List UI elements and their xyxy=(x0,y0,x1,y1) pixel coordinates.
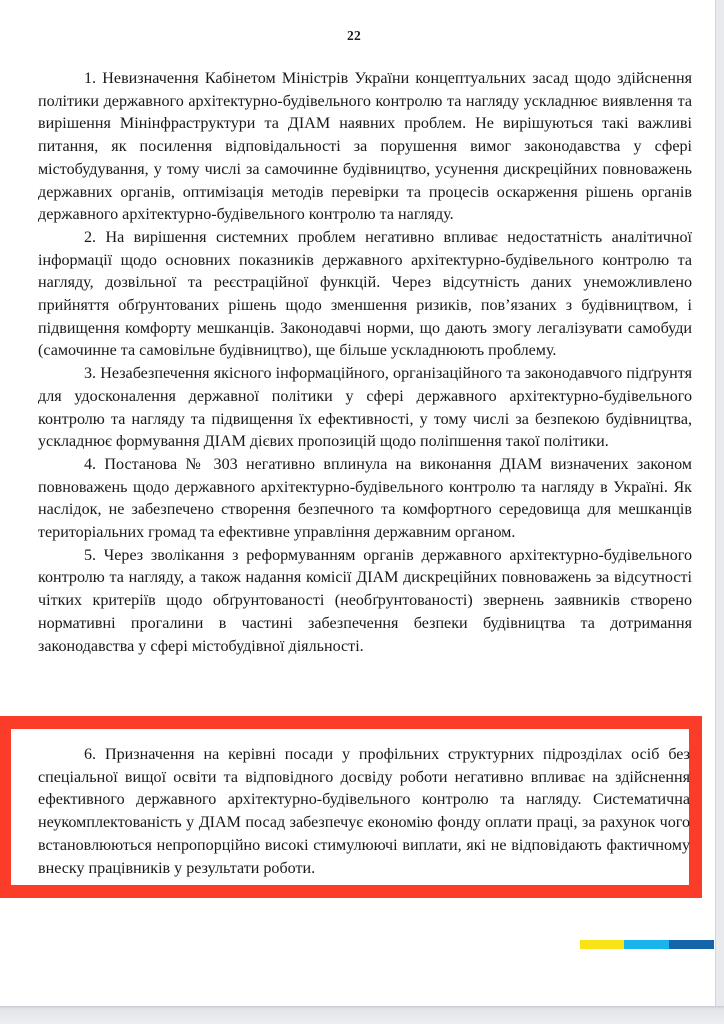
paragraph-3: 3. Незабезпечення якісного інформаційного, організаційного та законодавчого підґрунтя для удосконалення державної політики у сфері державного архітектурно-будівельного контролю та нагляду та підвищення їх ефективності, у тому числі за безпекою будівництва, ускладнює формування ДІАМ дієвих пропозицій щодо поліпшення такої політики. xyxy=(38,365,692,451)
paragraph-4: 4. Постанова № 303 негативно вплинула на виконання ДІАМ визначених законом повноважень щодо державного архітектурно-будівельного контролю та нагляду в Україні. Як наслідок, не забезпечено створення безпечного та комфортного середовища для мешканців територіальних громад та ефективне управління державним органом. xyxy=(38,455,692,542)
paragraph-2: 2. На вирішення системних проблем негативно впливає недостатність аналітичної інформації щодо основних показників державного архітектурно-будівельного контролю та нагляду, дозвільної та реєстраційної функцій. Через відсутність даних унеможливлено прийняття обґрунтованих рішень щодо зменшення ризиків, пов’язаних з будівництвом, і підвищення комфорту мешканців. Законодавчі норми, що дають змогу легалізувати самобуди (самочинне та самовільне будівництво), ще більше ускладнюють проблему. xyxy=(38,228,692,360)
paragraph-5: 5. Через зволікання з реформуванням органів державного архітектурно-будівельного контролю та нагляду, а також надання комісії ДІАМ дискреційних повноважень за відсутності чітких критеріїв щодо обґрунтованості (необґрунтованості) звернень заявників створено нормативні прогалини в частині забезпечення безпеки будівництва та дотримання законодавства у сфері містобудівної діяльності. xyxy=(38,546,692,655)
page-number: 22 xyxy=(346,28,362,43)
viewer-bottom-strip xyxy=(0,1006,724,1024)
paragraph-6: 6. Призначення на керівні посади у профільних структурних підрозділах осіб без спеціальної вищої освіти та відповідного досвіду роботи негативно впливає на здійснення ефективного державного архітектурно-будівельного контролю та нагляду. Систематична неукомплектованість у ДІАМ посад забезпечує економію фонду оплати праці, за рахунок чого встановлюються непропорційно високі стимулюючі виплати, які не відповідають фактичному внеску працівників у результати роботи. xyxy=(38,746,690,877)
accent-bar xyxy=(580,940,714,949)
accent-bar-light-blue-segment xyxy=(624,940,669,949)
accent-bar-dark-blue-segment xyxy=(669,940,714,949)
document-body xyxy=(38,68,692,658)
highlighted-paragraph xyxy=(38,744,690,880)
accent-bar-yellow-segment xyxy=(580,940,624,949)
paragraph-1: 1. Невизначення Кабінетом Міністрів України концептуальних засад щодо здійснення політики державного архітектурно-будівельного контролю та нагляду ускладнює виявлення та вирішення Мінінфраструктури та ДІАМ наявних проблем. Не вирішуються такі важливі питання, як посилення відповідальності за порушення вимог законодавства у сфері містобудування, у тому числі за самочинне будівництво, усунення дискреційних повноважень державних органів, оптимізація методів перевірки та процесів оскарження рішень органів державного архітектурно-будівельного контролю та нагляду. xyxy=(38,70,692,224)
